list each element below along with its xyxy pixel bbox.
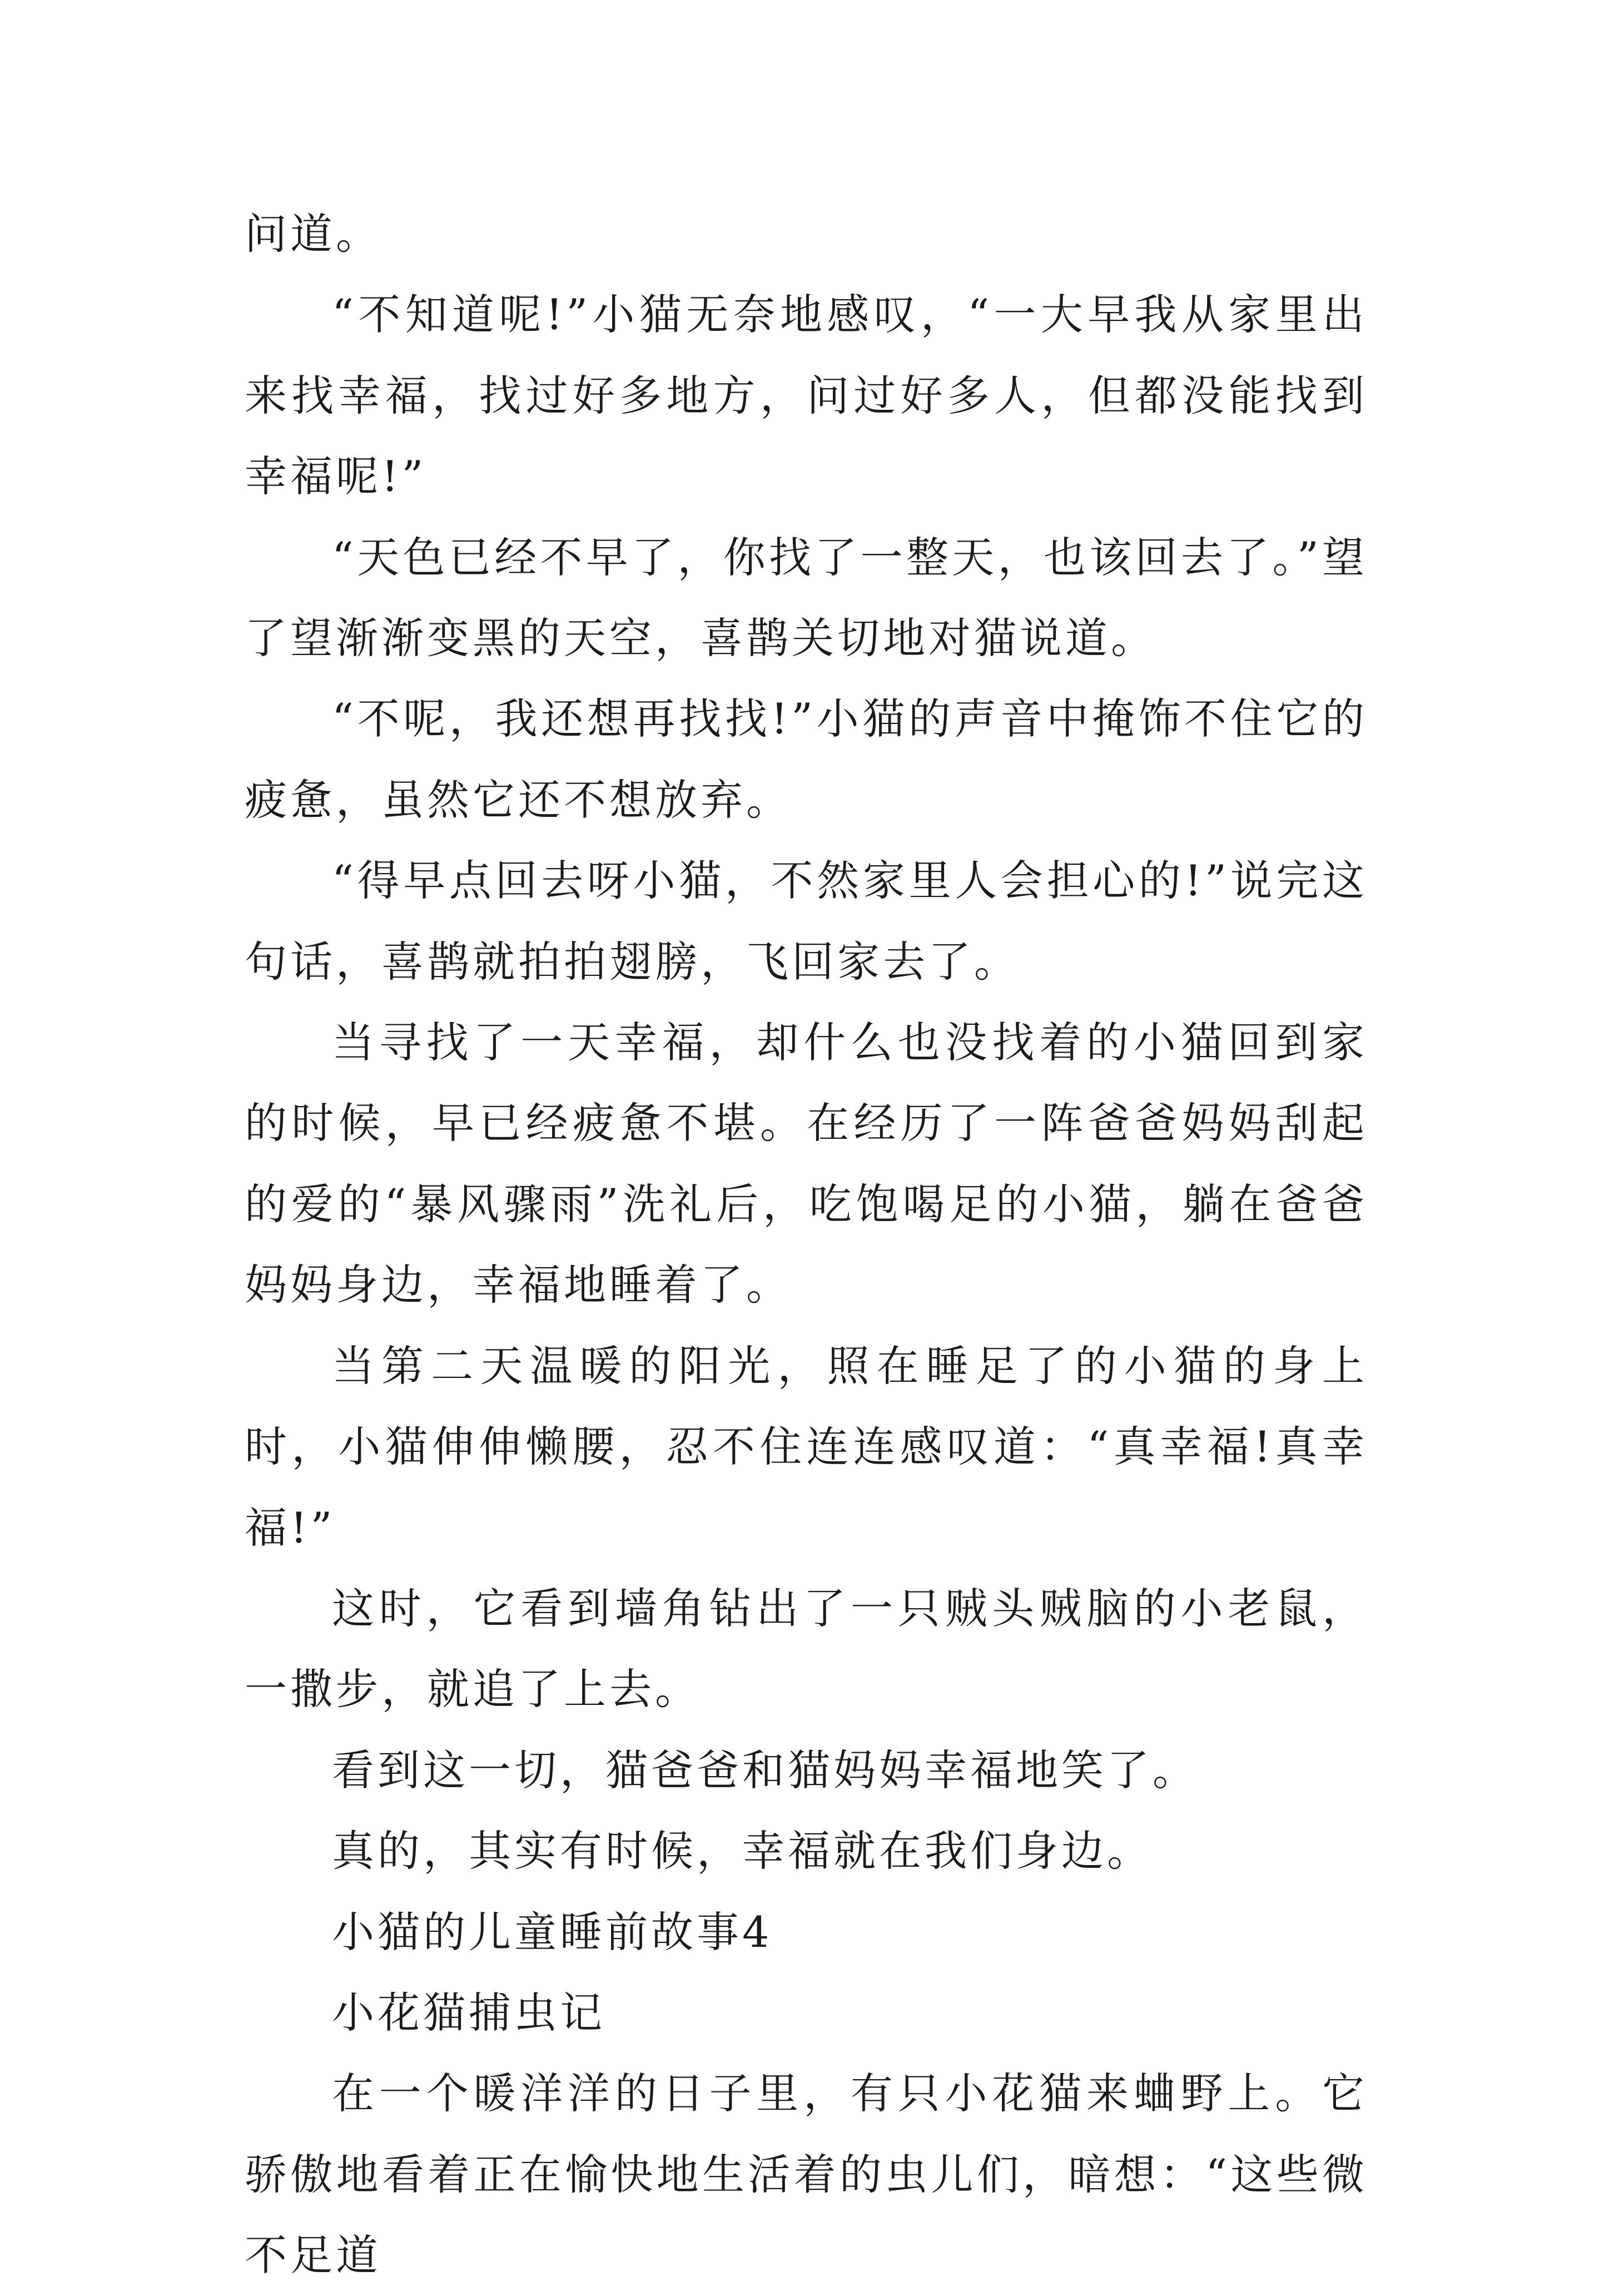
paragraph: 看到这一切，猫爸爸和猫妈妈幸福地笑了。 xyxy=(332,1745,1198,1795)
paragraph: 这时，它看到墙角钻出了一只贼头贼脑的小老鼠，一撒步，就追了上去。 xyxy=(245,1583,1368,1714)
paragraph: 真的，其实有时候，幸福就在我们身边。 xyxy=(332,1826,1153,1876)
paragraph: 当第二天温暖的阳光，照在睡足了的小猫的身上时，小猫伸伸懒腰，忍不住连连感叹道：“真幸福!真幸福!” xyxy=(245,1341,1368,1553)
paragraph: 在一个暖洋洋的日子里，有只小花猫来蛐野上。它骄傲地看着正在愉快地生活着的虫儿们，暗想：“这些微不足道 xyxy=(245,2069,1368,2280)
paragraph: “天色已经不早了，你找了一整天，也该回去了。”望了望渐渐变黑的天空，喜鹊关切地对猫说道。 xyxy=(245,532,1368,663)
paragraph: “不知道呢!”小猫无奈地感叹，“一大早我从家里出来找幸福，找过好多地方，问过好多人，但都没能找到幸福呢!” xyxy=(245,290,1368,502)
story-heading: 小猫的儿童睡前故事4 xyxy=(332,1907,773,1957)
paragraph: “得早点回去呀小猫，不然家里人会担心的!”说完这句话，喜鹊就拍拍翅膀，飞回家去了。 xyxy=(245,856,1368,986)
story-text xyxy=(245,194,1368,2296)
paragraph-continuation: 问道。 xyxy=(245,209,381,259)
paragraph: 当寻找了一天幸福，却什么也没找着的小猫回到家的时候，早已经疲惫不堪。在经历了一阵爸爸妈妈刮起的爱的“暴风骤雨”洗礼后，吃饱喝足的小猫，躺在爸爸妈妈身边，幸福地睡着了。 xyxy=(245,1018,1368,1310)
paragraph: “不呢，我还想再找找!”小猫的声音中掩饰不住它的疲惫，虽然它还不想放弃。 xyxy=(245,694,1368,825)
story-title: 小花猫捕虫记 xyxy=(332,1987,605,2037)
